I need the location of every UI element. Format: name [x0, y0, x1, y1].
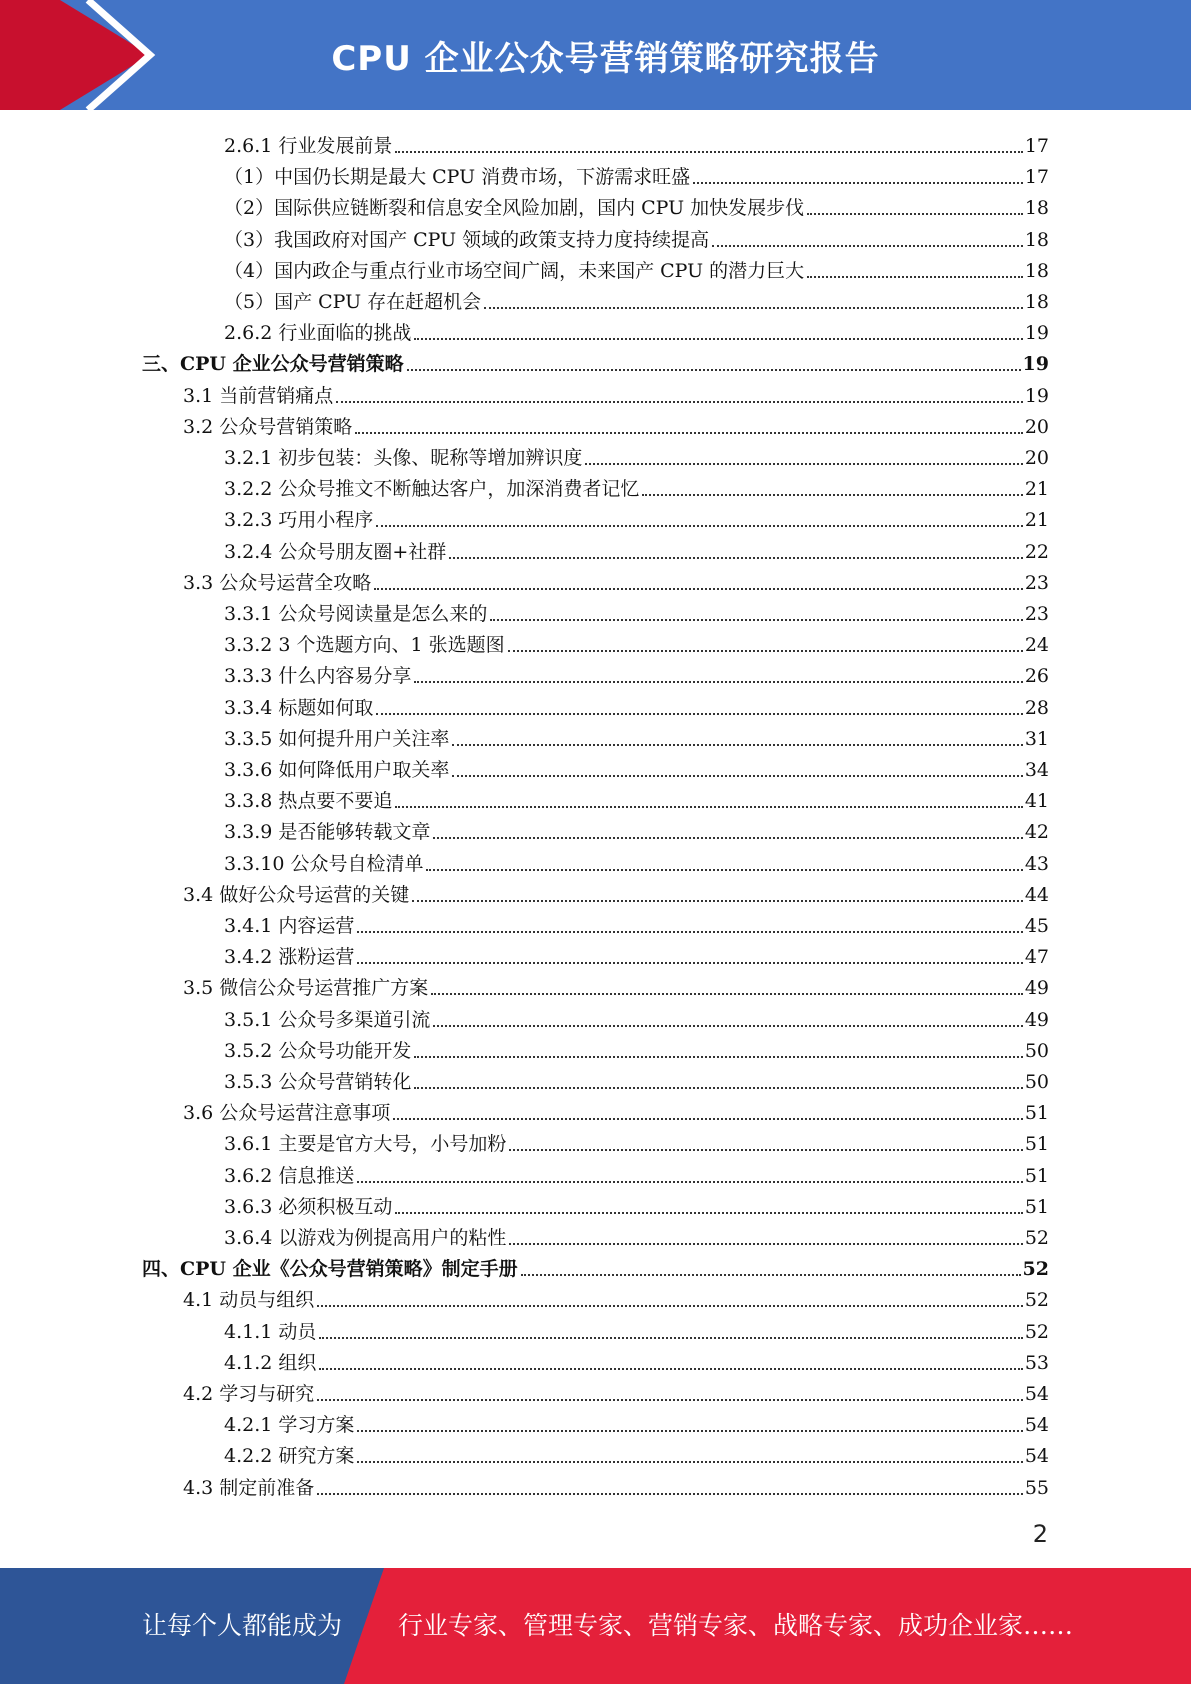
- toc-entry[interactable]: [183, 876, 1049, 907]
- toc-entry-title: 3.3.1 公众号阅读量是怎么来的: [224, 603, 488, 625]
- toc-dot-leader: [414, 337, 1022, 340]
- toc-entry[interactable]: [183, 969, 1049, 1000]
- toc-entry[interactable]: [224, 845, 1049, 876]
- toc-entry[interactable]: [224, 533, 1049, 564]
- toc-dot-leader: [484, 306, 1023, 309]
- toc-entry-title: 3.5.1 公众号多渠道引流: [224, 1008, 431, 1031]
- toc-entry-page: 54: [1024, 1414, 1049, 1437]
- toc-entry-page: 18: [1024, 228, 1049, 251]
- toc-entry[interactable]: [224, 782, 1049, 813]
- toc-entry[interactable]: [224, 1063, 1049, 1094]
- toc-entry-title: 2.6.2 行业面临的挑战: [224, 322, 412, 345]
- toc-entry-page: 21: [1024, 478, 1049, 501]
- toc-entry-page: 44: [1024, 883, 1049, 906]
- toc-entry-page: 55: [1024, 1476, 1049, 1499]
- toc-dot-leader: [490, 618, 1022, 621]
- toc-entry-title: （5）国产 CPU 存在赶超机会: [224, 291, 482, 313]
- toc-entry-title: 4.2.1 学习方案: [224, 1414, 355, 1437]
- toc-entry-page: 43: [1024, 852, 1049, 875]
- toc-entry[interactable]: [224, 907, 1049, 938]
- toc-dot-leader: [336, 400, 1023, 403]
- toc-dot-leader: [357, 930, 1022, 933]
- toc-dot-leader: [395, 805, 1022, 808]
- toc-dot-leader: [317, 1492, 1023, 1495]
- toc-entry[interactable]: [224, 127, 1049, 158]
- toc-entry[interactable]: [224, 657, 1049, 688]
- toc-entry-title: 4.1 动员与组织: [183, 1289, 315, 1312]
- toc-entry-title: 3.4.1 内容运营: [224, 915, 355, 937]
- toc-entry-title: 3.3.6 如何降低用户取关率: [224, 759, 450, 781]
- toc-entry-title: 3.3 公众号运营全攻略: [183, 571, 372, 594]
- toc-entry-page: 41: [1024, 790, 1049, 813]
- toc-entry[interactable]: [224, 813, 1049, 844]
- toc-entry[interactable]: [224, 314, 1049, 345]
- toc-entry-page: 42: [1024, 821, 1049, 844]
- toc-entry-title: （2）国际供应链断裂和信息安全风险加剧，国内 CPU 加快发展步伐: [224, 197, 805, 220]
- toc-entry-page: 52: [1024, 1289, 1049, 1312]
- toc-entry[interactable]: [224, 1125, 1049, 1156]
- toc-entry-title: 3.3.4 标题如何取: [224, 696, 374, 719]
- toc-entry-page: 34: [1024, 759, 1049, 781]
- toc-entry[interactable]: [224, 720, 1049, 751]
- toc-entry-title: 3.5.2 公众号功能开发: [224, 1039, 412, 1062]
- toc-entry[interactable]: [224, 158, 1049, 189]
- footer-slogan-right: 行业专家、管理专家、营销专家、战略专家、成功企业家……: [398, 1611, 1074, 1640]
- toc-entry-page: 45: [1024, 915, 1049, 937]
- toc-entry-page: 54: [1024, 1445, 1049, 1468]
- toc-entry[interactable]: [224, 751, 1049, 782]
- toc-entry-title: 3.4.2 涨粉运营: [224, 946, 355, 969]
- toc-entry-page: 19: [1024, 322, 1049, 345]
- toc-dot-leader: [414, 680, 1022, 683]
- toc-entry-page: 18: [1024, 259, 1049, 282]
- toc-entry-page: 20: [1024, 447, 1049, 469]
- toc-entry-page: 26: [1024, 665, 1049, 688]
- footer-slogan-left: 让每个人都能成为: [142, 1611, 343, 1640]
- toc-entry-title: 3.4 做好公众号运营的关键: [183, 883, 410, 906]
- toc-entry-title: 3.2.2 公众号推文不断触达客户，加深消费者记忆: [224, 478, 640, 501]
- toc-entry-page: 19: [1022, 353, 1049, 376]
- toc-dot-leader: [452, 774, 1022, 777]
- toc-dot-leader: [376, 524, 1022, 527]
- toc-entry[interactable]: [224, 470, 1049, 501]
- toc-entry-title: （3）我国政府对国产 CPU 领域的政策支持力度持续提高: [224, 228, 710, 251]
- toc-dot-leader: [807, 212, 1023, 215]
- toc-entry-page: 19: [1024, 384, 1049, 407]
- toc-entry-page: 17: [1024, 135, 1049, 157]
- toc-entry-title: 3.3.5 如何提升用户关注率: [224, 727, 450, 750]
- toc-entry-page: 23: [1024, 571, 1049, 594]
- toc-entry[interactable]: [183, 1281, 1049, 1312]
- toc-entry-page: 31: [1024, 727, 1049, 750]
- toc-entry-title: 3.2 公众号营销策略: [183, 415, 353, 438]
- toc-dot-leader: [642, 493, 1022, 496]
- toc-entry-page: 50: [1024, 1039, 1049, 1062]
- toc-entry-title: 3.5 微信公众号运营推广方案: [183, 977, 429, 1000]
- toc-entry-title: （1）中国仍长期是最大 CPU 消费市场，下游需求旺盛: [224, 166, 691, 189]
- toc-dot-leader: [693, 181, 1023, 184]
- toc-entry-title: 3.3.3 什么内容易分享: [224, 665, 412, 688]
- toc-entry-title: 四、CPU 企业《公众号营销策略》制定手册: [142, 1258, 518, 1281]
- toc-entry-page: 23: [1024, 603, 1049, 625]
- toc-dot-leader: [376, 712, 1022, 715]
- toc-dot-leader: [407, 368, 1021, 371]
- toc-entry[interactable]: [224, 283, 1049, 314]
- toc-entry-title: （4）国内政企与重点行业市场空间广阔，未来国产 CPU 的潜力巨大: [224, 259, 805, 282]
- toc-entry[interactable]: [183, 377, 1049, 408]
- toc-dot-leader: [449, 556, 1023, 559]
- toc-dot-leader: [426, 868, 1022, 871]
- toc-dot-leader: [357, 1460, 1022, 1463]
- toc-entry-title: 3.2.3 巧用小程序: [224, 509, 374, 532]
- toc-entry[interactable]: [183, 408, 1049, 439]
- toc-dot-leader: [395, 1211, 1022, 1214]
- toc-entry-page: 51: [1024, 1133, 1049, 1156]
- toc-dot-leader: [357, 961, 1022, 964]
- toc-dot-leader: [395, 150, 1022, 153]
- toc-entry[interactable]: [183, 1469, 1049, 1500]
- toc-dot-leader: [317, 1304, 1023, 1307]
- toc-entry[interactable]: [224, 626, 1049, 657]
- toc-entry-title: 4.2 学习与研究: [183, 1383, 315, 1405]
- toc-entry-page: 52: [1022, 1258, 1049, 1281]
- toc-entry-page: 53: [1024, 1351, 1049, 1374]
- toc-entry-title: 3.1 当前营销痛点: [183, 384, 334, 407]
- toc-entry[interactable]: [224, 1001, 1049, 1032]
- toc-entry[interactable]: [142, 345, 1049, 376]
- document-title: CPU 企业公众号营销策略研究报告: [331, 38, 880, 79]
- toc-entry-page: 22: [1024, 540, 1049, 563]
- page-footer: [0, 1568, 1191, 1684]
- toc-entry-page: 52: [1024, 1227, 1049, 1249]
- toc-entry-page: 47: [1024, 946, 1049, 969]
- toc-dot-leader: [712, 244, 1023, 247]
- toc-entry[interactable]: [224, 439, 1049, 470]
- toc-entry[interactable]: [183, 564, 1049, 595]
- toc-entry-title: 3.3.10 公众号自检清单: [224, 852, 424, 875]
- toc-dot-leader: [509, 1242, 1022, 1245]
- toc-entry-title: 3.3.8 热点要不要追: [224, 790, 393, 813]
- toc-dot-leader: [357, 1180, 1022, 1183]
- toc-entry-page: 51: [1024, 1195, 1049, 1218]
- toc-entry[interactable]: [224, 1032, 1049, 1063]
- toc-entry-page: 49: [1024, 1008, 1049, 1031]
- page-header: [0, 0, 1191, 110]
- toc-entry-title: 3.6.2 信息推送: [224, 1164, 355, 1187]
- toc-entry-page: 54: [1024, 1383, 1049, 1405]
- toc-entry-title: 4.1.2 组织: [224, 1351, 317, 1374]
- toc-dot-leader: [319, 1336, 1022, 1339]
- toc-dot-leader: [414, 1086, 1022, 1089]
- page-number: 2: [1032, 1520, 1048, 1548]
- toc-dot-leader: [355, 431, 1023, 434]
- toc-entry-page: 51: [1024, 1102, 1049, 1125]
- toc-entry-page: 18: [1024, 197, 1049, 220]
- toc-dot-leader: [317, 1398, 1023, 1401]
- toc-dot-leader: [412, 899, 1023, 902]
- toc-entry-page: 52: [1024, 1320, 1049, 1343]
- toc-dot-leader: [521, 1273, 1021, 1276]
- toc-entry-title: 2.6.1 行业发展前景: [224, 135, 393, 157]
- toc-dot-leader: [585, 462, 1022, 465]
- toc-entry-page: 51: [1024, 1164, 1049, 1187]
- toc-entry[interactable]: [224, 189, 1049, 220]
- toc-entry-page: 18: [1024, 291, 1049, 313]
- toc-dot-leader: [509, 1148, 1022, 1151]
- toc-dot-leader: [319, 1367, 1022, 1370]
- toc-entry-page: 17: [1024, 166, 1049, 189]
- toc-dot-leader: [431, 992, 1023, 995]
- toc-entry-title: 3.6.3 必须积极互动: [224, 1195, 393, 1218]
- toc-entry[interactable]: [183, 1094, 1049, 1125]
- toc-entry[interactable]: [224, 595, 1049, 626]
- toc-entry-page: 50: [1024, 1071, 1049, 1093]
- toc-entry-page: 21: [1024, 509, 1049, 532]
- toc-dot-leader: [508, 649, 1023, 652]
- toc-entry[interactable]: [224, 1406, 1049, 1437]
- toc-dot-leader: [433, 836, 1022, 839]
- toc-entry[interactable]: [224, 1313, 1049, 1344]
- toc-dot-leader: [393, 1117, 1023, 1120]
- toc-entry[interactable]: [224, 1344, 1049, 1375]
- toc-entry-title: 三、CPU 企业公众号营销策略: [142, 353, 404, 376]
- toc-entry[interactable]: [224, 501, 1049, 532]
- toc-entry[interactable]: [224, 252, 1049, 283]
- toc-entry[interactable]: [224, 689, 1049, 720]
- toc-entry-title: 3.2.4 公众号朋友圈+社群: [224, 540, 447, 563]
- toc-entry-title: 4.3 制定前准备: [183, 1476, 315, 1499]
- toc-entry[interactable]: [224, 1437, 1049, 1468]
- toc-entry[interactable]: [224, 938, 1049, 969]
- toc-entry-page: 49: [1024, 977, 1049, 1000]
- toc-entry-title: 3.5.3 公众号营销转化: [224, 1071, 412, 1093]
- toc-dot-leader: [374, 587, 1023, 590]
- toc-dot-leader: [452, 743, 1022, 746]
- toc-entry-title: 3.2.1 初步包装：头像、昵称等增加辨识度: [224, 447, 583, 469]
- toc-entry-title: 3.3.2 3 个选题方向、1 张选题图: [224, 634, 505, 657]
- toc-dot-leader: [807, 275, 1023, 278]
- toc-entry-page: 28: [1024, 696, 1049, 719]
- toc-dot-leader: [433, 1024, 1022, 1027]
- toc-entry-title: 3.6.1 主要是官方大号，小号加粉: [224, 1133, 507, 1156]
- toc-entry[interactable]: [224, 1157, 1049, 1188]
- toc-entry[interactable]: [142, 1250, 1049, 1281]
- toc-entry-page: 20: [1024, 415, 1049, 438]
- toc-dot-leader: [357, 1429, 1022, 1432]
- toc-entry[interactable]: [183, 1375, 1049, 1406]
- toc-dot-leader: [414, 1055, 1022, 1058]
- toc-entry[interactable]: [224, 221, 1049, 252]
- toc-entry[interactable]: [224, 1188, 1049, 1219]
- toc-entry-title: 3.3.9 是否能够转载文章: [224, 821, 431, 844]
- toc-entry-title: 3.6.4 以游戏为例提高用户的粘性: [224, 1227, 507, 1249]
- toc-entry-title: 4.2.2 研究方案: [224, 1445, 355, 1468]
- toc-entry-page: 24: [1024, 634, 1049, 657]
- toc-entry[interactable]: [224, 1219, 1049, 1250]
- toc-entry-title: 4.1.1 动员: [224, 1320, 317, 1343]
- toc-entry-title: 3.6 公众号运营注意事项: [183, 1102, 391, 1125]
